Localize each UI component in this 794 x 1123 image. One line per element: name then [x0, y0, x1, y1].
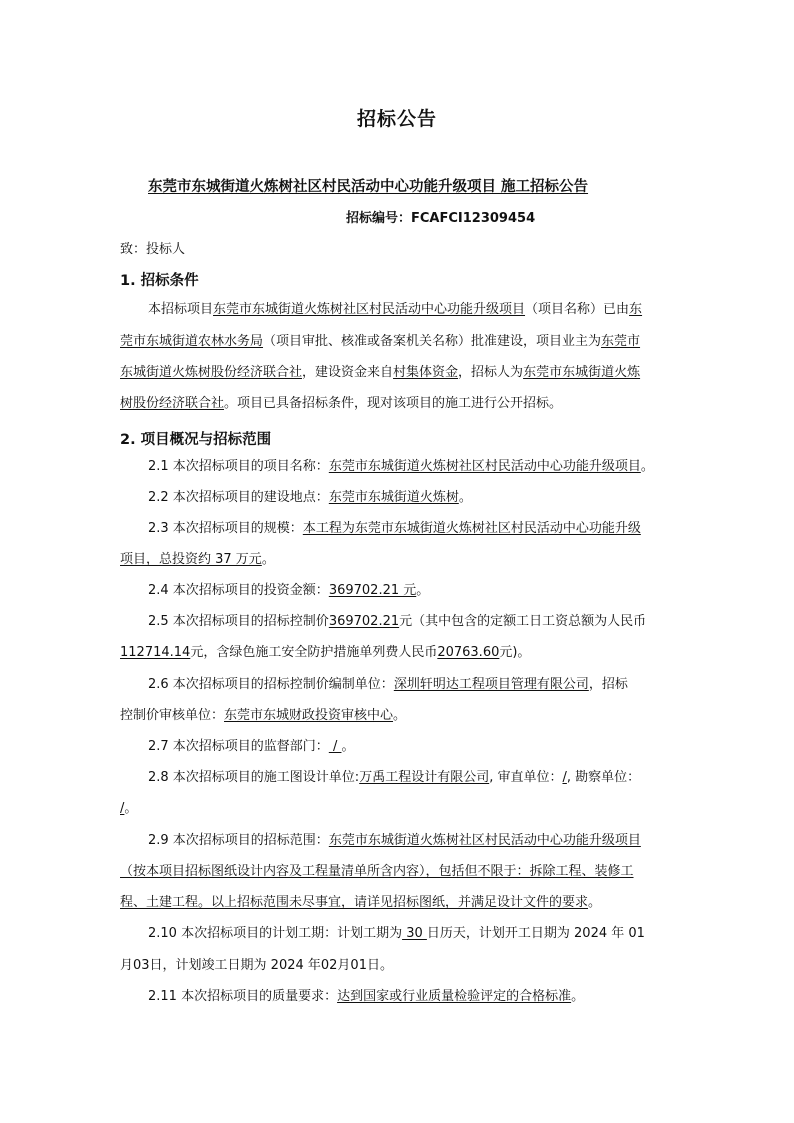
s1-line-1: 本招标项目东莞市东城街道火炼树社区村民活动中心功能升级项目（项目名称）已由东	[148, 302, 643, 317]
item-2-8-line-1: 2.8 本次招标项目的施工图设计单位:万禹工程设计有限公司, 审直单位：/, 勘察单位：	[148, 770, 641, 785]
item-2-10-line-1: 2.10 本次招标项目的计划工期：计划工期为 30 日历天，计划开工日期为 2024 年 01	[148, 926, 645, 941]
item-2-1: 2.1 本次招标项目的项目名称：东莞市东城街道火炼树社区村民活动中心功能升级项目。	[148, 459, 654, 474]
item-2-6-line-2: 控制价审核单位：东莞市东城财政投资审核中心。	[120, 708, 407, 723]
section-2-heading: 2. 项目概况与招标范围	[120, 432, 272, 448]
item-2-8-line-2: /。	[120, 801, 138, 816]
item-2-11: 2.11 本次招标项目的质量要求：达到国家或行业质量检验评定的合格标准。	[148, 989, 585, 1004]
item-2-4: 2.4 本次招标项目的投资金额：369702.21 元。	[148, 583, 430, 598]
page-title: 招标公告	[356, 108, 437, 130]
item-2-3-line-2: 项目，总投资约 37 万元。	[120, 552, 275, 567]
s1-line-3: 东城街道火炼树股份经济联合社，建设资金来自村集体资金，招标人为东莞市东城街道火炼	[120, 365, 641, 380]
item-2-3-line-1: 2.3 本次招标项目的规模：本工程为东莞市东城街道火炼树社区村民活动中心功能升级	[148, 521, 641, 536]
tender-code: 招标编号：FCAFCI12309454	[346, 211, 536, 226]
greeting: 致：投标人	[120, 242, 186, 257]
item-2-9-line-1: 2.9 本次招标项目的招标范围：东莞市东城街道火炼树社区村民活动中心功能升级项目	[148, 833, 641, 848]
s1-line-4: 树股份经济联合社。项目已具备招标条件，现对该项目的施工进行公开招标。	[120, 396, 563, 411]
item-2-2: 2.2 本次招标项目的建设地点：东莞市东城街道火炼树。	[148, 490, 472, 505]
item-2-5-line-1: 2.5 本次招标项目的招标控制价369702.21元（其中包含的定额工日工资总额为人民币	[148, 614, 647, 629]
item-2-7: 2.7 本次招标项目的监督部门： / 。	[148, 739, 355, 754]
item-2-6-line-1: 2.6 本次招标项目的招标控制价编制单位：深圳轩明达工程项目管理有限公司，招标	[148, 677, 628, 692]
item-2-10-line-2: 月03日，计划竣工日期为 2024 年02月01日。	[120, 958, 393, 973]
s1-line-2: 莞市东城街道农林水务局（项目审批、核准或备案机关名称）批准建设，项目业主为东莞市	[120, 334, 641, 349]
item-2-9-line-2: （按本项目招标图纸设计内容及工程量清单所含内容），包括但不限于：拆除工程、装修工	[120, 864, 634, 879]
item-2-5-line-2: 112714.14元，含绿色施工安全防护措施单列费人民币20763.60元)。	[120, 645, 531, 660]
item-2-9-line-3: 程、土建工程。以上招标范围未尽事宜，请详见招标图纸，并满足设计文件的要求。	[120, 895, 602, 910]
section-1-heading: 1. 招标条件	[120, 273, 199, 289]
notice-subtitle: 东莞市东城街道火炼树社区村民活动中心功能升级项目 施工招标公告	[148, 179, 589, 195]
